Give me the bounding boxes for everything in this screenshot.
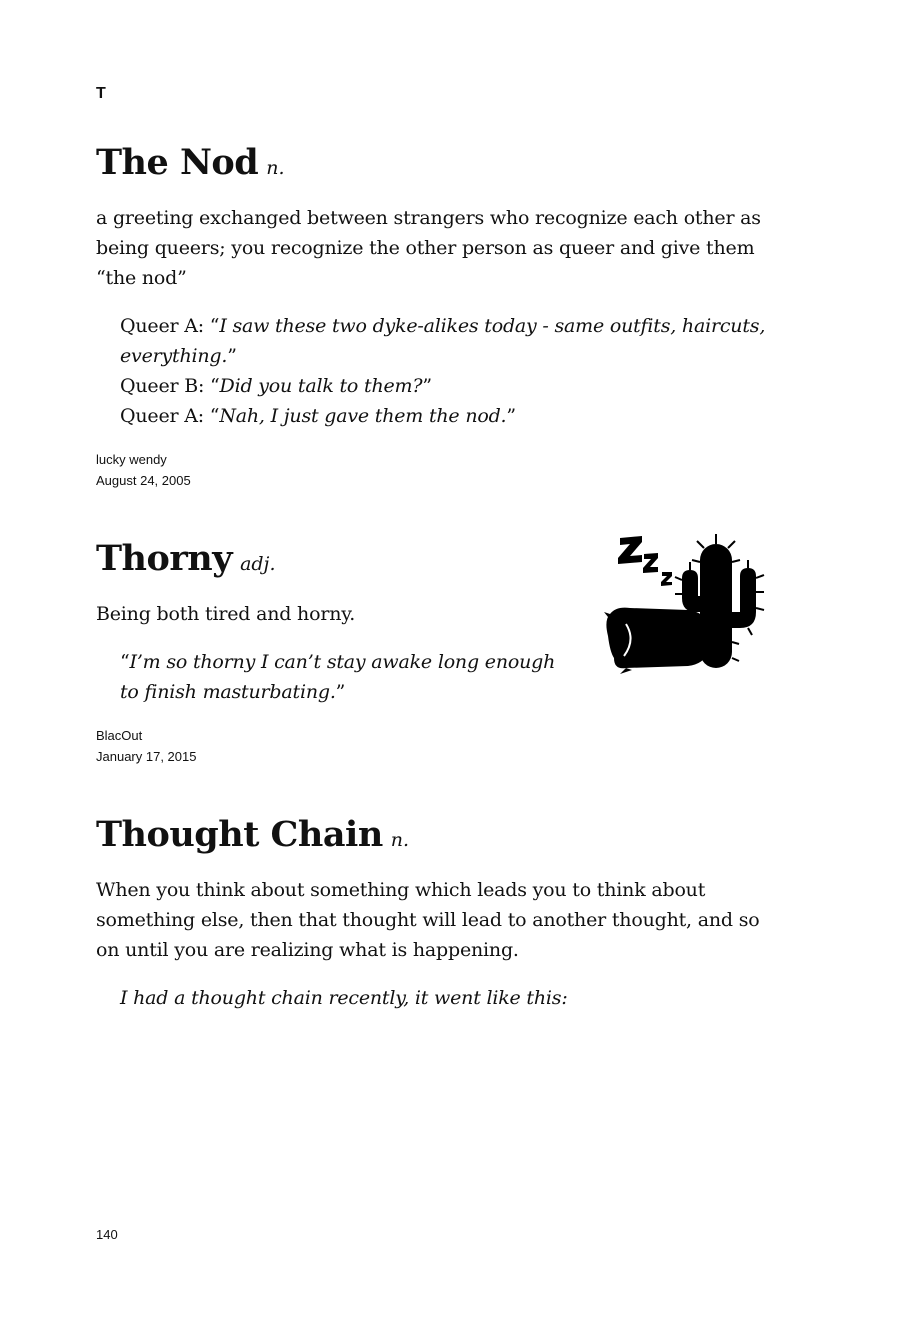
example-speaker: Queer A:: [120, 405, 210, 427]
entry-example: [96, 983, 766, 1013]
close-quote: ”: [506, 405, 516, 427]
entry-thought-chain: [96, 812, 766, 1013]
entry-attribution: [96, 449, 766, 491]
example-text: Did you talk to them?: [219, 375, 423, 397]
entry-definition: When you think about something which leads you to think about something else, then that thought will lead to another thought, and so on until you are realizing what is happening.: [96, 879, 760, 961]
example-line: [96, 401, 766, 431]
example-text: I saw these two dyke-alikes today - same outfits, haircuts,: [219, 315, 766, 337]
entry-example: [96, 311, 766, 431]
close-quote: ”: [335, 681, 346, 703]
term-text: The Nod: [96, 142, 259, 183]
entry-the-nod: [96, 140, 766, 491]
close-quote: ”: [227, 345, 237, 367]
part-of-speech: adj.: [240, 553, 276, 575]
term-text: Thorny: [96, 538, 233, 579]
entry-attribution: [96, 725, 766, 767]
entry-definition: Being both tired and horny.: [96, 603, 356, 625]
example-line: [96, 677, 766, 707]
entry-term: [96, 140, 766, 191]
example-line: [96, 983, 766, 1013]
open-quote: “: [209, 405, 220, 427]
example-line: [96, 371, 766, 401]
example-text: Nah, I just gave them the nod.: [219, 405, 507, 427]
entry-date: August 24, 2005: [96, 473, 191, 488]
entry-author: lucky wendy: [96, 452, 167, 467]
close-quote: ”: [422, 375, 432, 397]
entry-date: January 17, 2015: [96, 749, 197, 764]
open-quote: “: [120, 651, 130, 673]
part-of-speech: n.: [266, 157, 285, 179]
example-text: I had a thought chain recently, it went like this:: [120, 987, 568, 1009]
example-line: [96, 311, 766, 341]
example-text: I’m so thorny I can’t stay awake long enough: [129, 651, 556, 673]
term-text: Thought Chain: [96, 814, 383, 855]
entry-term: [96, 812, 766, 863]
open-quote: “: [210, 375, 220, 397]
example-text: to finish masturbating.: [120, 681, 336, 703]
example-text: everything.: [120, 345, 228, 367]
entry-definition: a greeting exchanged between strangers who recognize each other as being queers; you recognize the other person as queer and give them “the nod”: [96, 207, 761, 289]
example-speaker: Queer B:: [120, 375, 211, 397]
sleeping-cactus-pillow-icon: [600, 532, 770, 677]
example-speaker: Queer A:: [120, 315, 210, 337]
open-quote: “: [209, 315, 220, 337]
page-number: 140: [96, 1227, 118, 1242]
example-line: [96, 341, 766, 371]
entry-author: BlacOut: [96, 728, 143, 743]
part-of-speech: n.: [390, 829, 410, 851]
section-letter: T: [96, 85, 106, 102]
